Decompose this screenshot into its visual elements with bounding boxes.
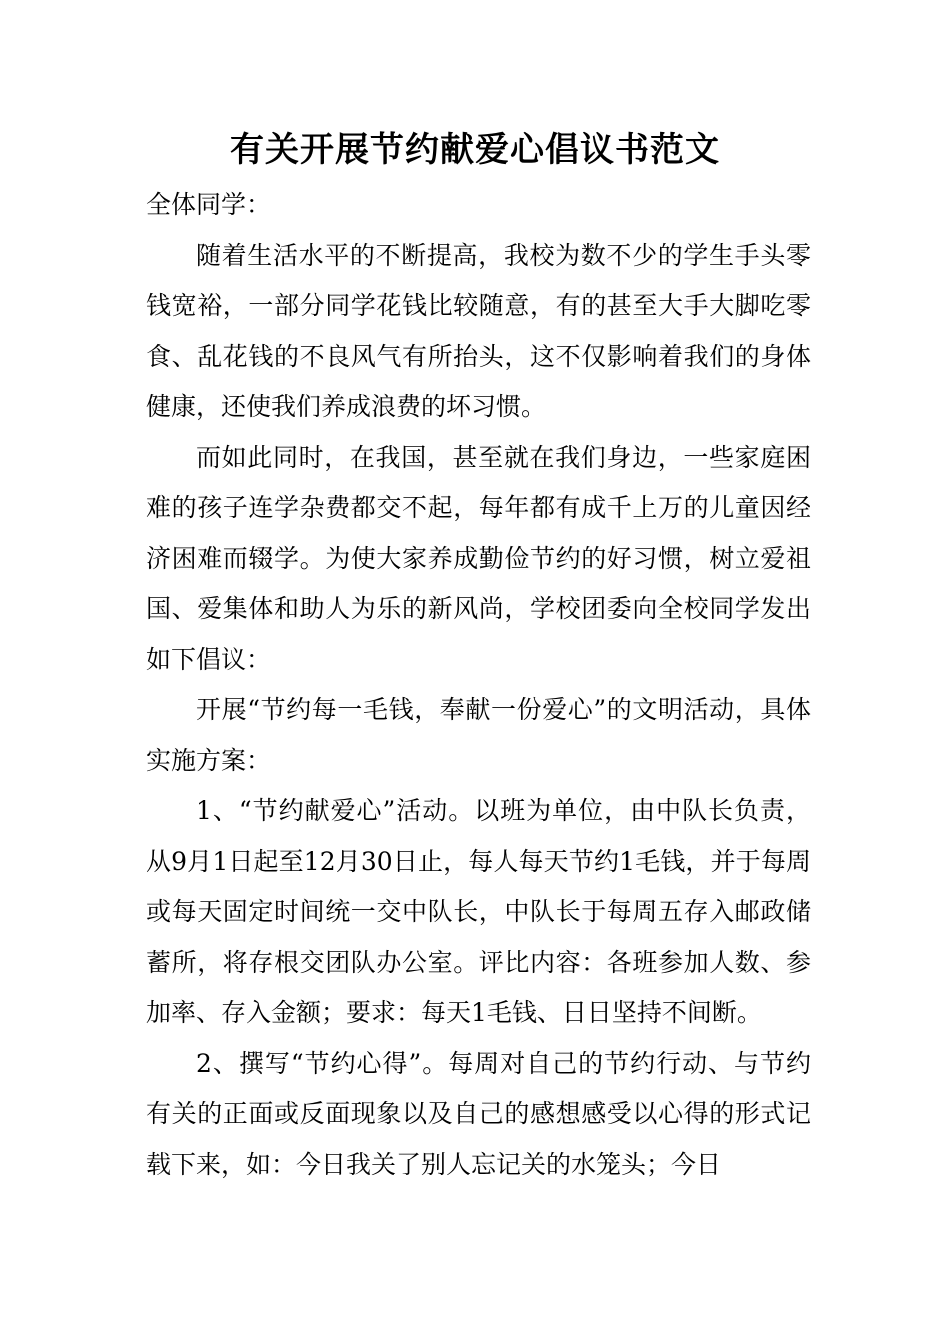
paragraph-5: 2、撰写“节约心得”。每周对自己的节约行动、与节约有关的正面或反面现象以及自己的感想感受以心得的形式记载下来，如：今日我关了别人忘记关的水笼头；今日 [146, 1048, 811, 1179]
paragraph-2: 而如此同时，在我国，甚至就在我们身边，一些家庭困难的孩子连学杂费都交不起，每年都有成千上万的儿童因经济困难而辍学。为使大家养成勤俭节约的好习惯，树立爱祖国、爱集体和助人为乐的新风尚，学校团委向全校同学发出如下倡议： [146, 442, 811, 674]
paragraph-3: 开展“节约每一毛钱，奉献一份爱心”的文明活动，具体实施方案： [146, 695, 811, 775]
paragraph-1: 随着生活水平的不断提高，我校为数不少的学生手头零钱宽裕，一部分同学花钱比较随意，有的甚至大手大脚吃零食、乱花钱的不良风气有所抬头，这不仅影响着我们的身体健康，还使我们养成浪费的坏习惯。 [146, 240, 811, 421]
document-body [146, 180, 811, 1190]
salutation: 全体同学： [146, 190, 272, 219]
document-title: 有关开展节约献爱心倡议书范文 [230, 130, 720, 170]
paragraph-4: 1、“节约献爱心”活动。以班为单位，由中队长负责，从9月1日起至12月30日止，每人每天节约1毛钱，并于每周或每天固定时间统一交中队长，中队长于每周五存入邮政储蓄所，将存根交团队办公室。评比内容：各班参加人数、参加率、存入金额；要求：每天1毛钱、日日坚持不间断。 [146, 796, 811, 1027]
